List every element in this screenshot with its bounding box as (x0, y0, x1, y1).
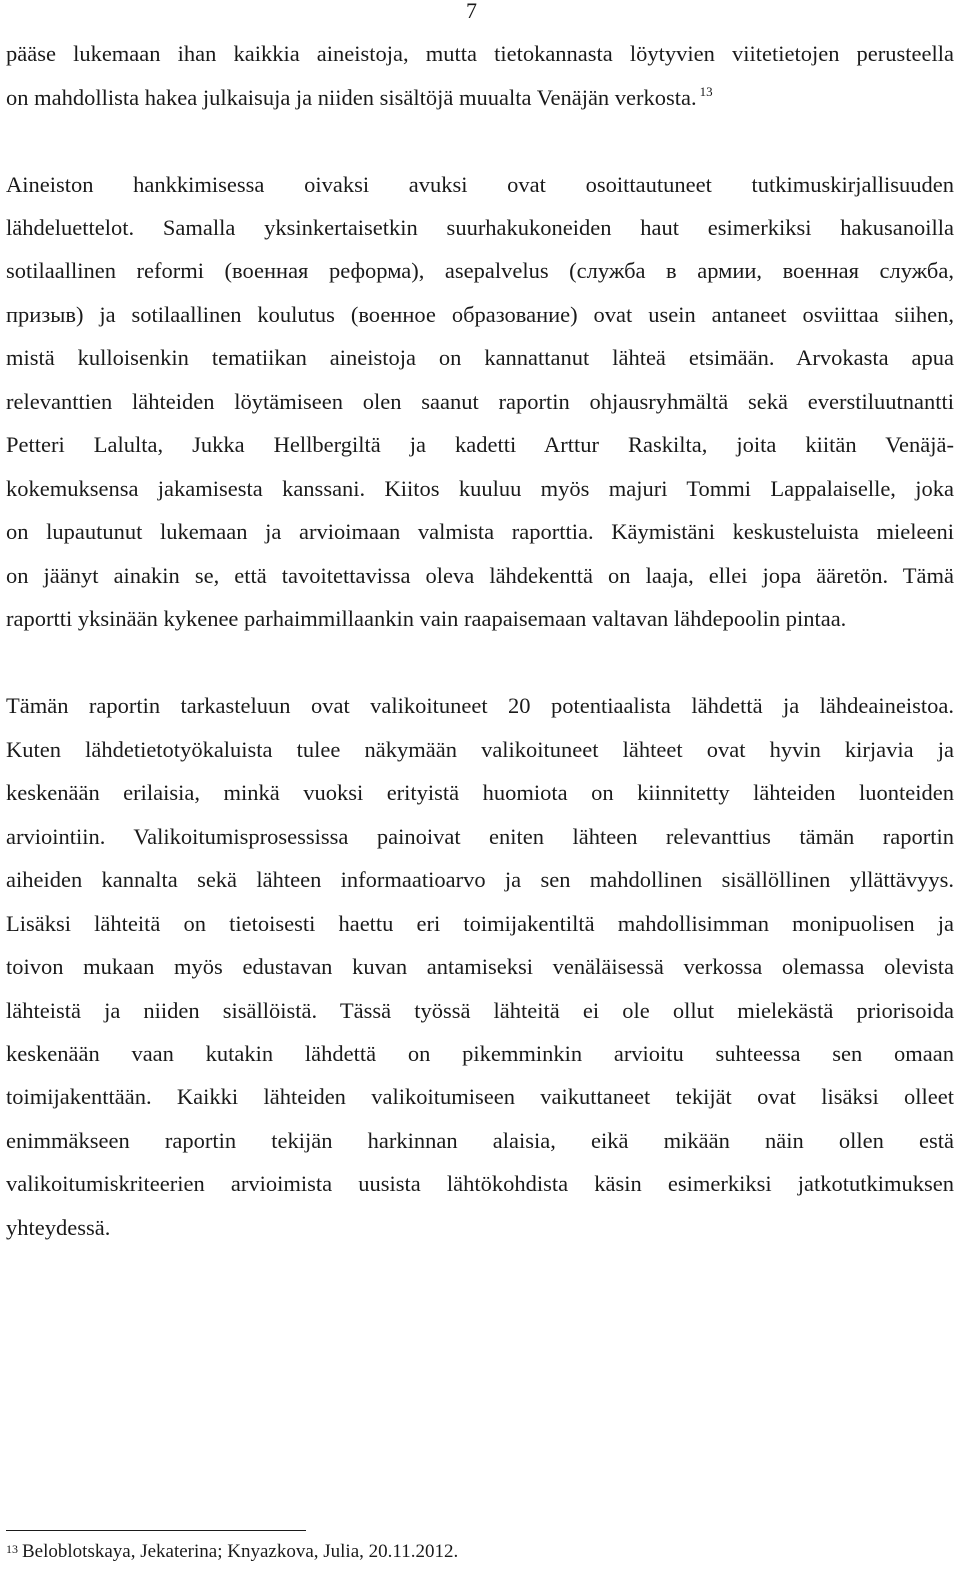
paragraph-1-line-2 (6, 84, 954, 112)
paragraph-3-line-7: toivon mukaan myös edustavan kuvan antamiseksi venäläisessä verkossa olemassa olevista (6, 954, 954, 979)
paragraph-3-line-12: valikoitumiskriteerien arvioimista uusista lähtökohdista käsin esimerkiksi jatkotutkimuksen (6, 1171, 954, 1196)
paragraph-3-line-5: aiheiden kannalta sekä lähteen informaatioarvo ja sen mahdollinen sisällöllinen yllättävyys. (6, 867, 954, 892)
paragraph-3-line-6: Lisäksi lähteitä on tietoisesti haettu eri toimijakentiltä mahdollisimman monipuolisen ja (6, 911, 954, 936)
paragraph-3-line-4: arviointiin. Valikoitumisprosessissa painoivat eniten lähteen relevanttius tämän raportin (6, 824, 954, 849)
paragraph-3-line-13: yhteydessä. (6, 1215, 111, 1240)
paragraph-2-line-4: призыв) ja sotilaallinen koulutus (военное образование) ovat usein antaneet osviittaa siihen, (6, 302, 954, 327)
paragraph-3-line-10: toimijakenttään. Kaikki lähteiden valikoitumiseen vaikuttaneet tekijät ovat lisäksi olleet (6, 1084, 954, 1109)
paragraph-2-line-2: lähdeluettelot. Samalla yksinkertaisetkin suurhakukoneiden haut esimerkiksi hakusanoilla (6, 215, 954, 240)
paragraph-2-line-6: relevanttien lähteiden löytämiseen olen saanut raportin ohjausryhmältä sekä everstiluutnantti (6, 389, 954, 414)
paragraph-3-line-2: Kuten lähdetietotyökaluista tulee näkymään valikoituneet lähteet ovat hyvin kirjavia ja (6, 737, 954, 762)
footnote-reference: 13 (699, 84, 713, 99)
page-number: 7 (466, 0, 477, 23)
footnote-text: Beloblotskaya, Jekaterina; Knyazkova, Julia, 20.11.2012. (22, 1541, 459, 1562)
paragraph-2-line-9: on lupautunut lukemaan ja arvioimaan valmista raporttia. Käymistäni keskusteluista mieleeni (6, 519, 954, 544)
paragraph-2-line-1: Aineiston hankkimisessa oivaksi avuksi ovat osoittautuneet tutkimuskirjallisuuden (6, 172, 954, 197)
paragraph-1-line-1: pääse lukemaan ihan kaikkia aineistoja, mutta tietokannasta löytyvien viitetietojen perusteella (6, 41, 954, 66)
paragraph-3-line-8: lähteistä ja niiden sisällöistä. Tässä työssä lähteitä ei ole ollut mielekästä priorisoida (6, 998, 954, 1023)
paragraph-3-line-11: enimmäkseen raportin tekijän harkinnan alaisia, eikä mikään näin ollen estä (6, 1128, 954, 1153)
paragraph-2-line-3: sotilaallinen reformi (военная реформа), asepalvelus (служба в армии, военная служба, (6, 258, 954, 283)
paragraph-3-line-9: keskenään vaan kutakin lähdettä on pikemminkin arvioitu suhteessa sen omaan (6, 1041, 954, 1066)
footnote-separator (6, 1530, 306, 1531)
paragraph-2-line-10: on jäänyt ainakin se, että tavoitettavissa oleva lähdekenttä on laaja, ellei jopa ääretön. Tämä (6, 563, 954, 588)
footnote (6, 1540, 458, 1564)
footnote-mark: 13 (6, 1542, 18, 1556)
paragraph-3-line-1: Tämän raportin tarkasteluun ovat valikoituneet 20 potentiaalista lähdettä ja lähdeaineistoa. (6, 693, 954, 718)
paragraph-3-line-3: keskenään erilaisia, minkä vuoksi erityistä huomiota on kiinnitetty lähteiden luonteiden (6, 780, 954, 805)
paragraph-2-line-5: mistä kulloisenkin tematiikan aineistoja on kannattanut lähteä etsimään. Arvokasta apua (6, 345, 954, 370)
paragraph-2-line-7: Petteri Lalulta, Jukka Hellbergiltä ja kadetti Arttur Raskilta, joita kiitän Venäjä- (6, 432, 954, 457)
paragraph-2-line-8: kokemuksensa jakamisesta kanssani. Kiitos kuuluu myös majuri Tommi Lappalaiselle, joka (6, 476, 954, 501)
paragraph-2-line-11: raportti yksinään kykenee parhaimmillaankin vain raapaisemaan valtavan lähdepoolin pintaa. (6, 606, 847, 631)
paragraph-1-line-2-text: on mahdollista hakea julkaisuja ja niiden sisältöjä muualta Venäjän verkosta. (6, 85, 697, 110)
